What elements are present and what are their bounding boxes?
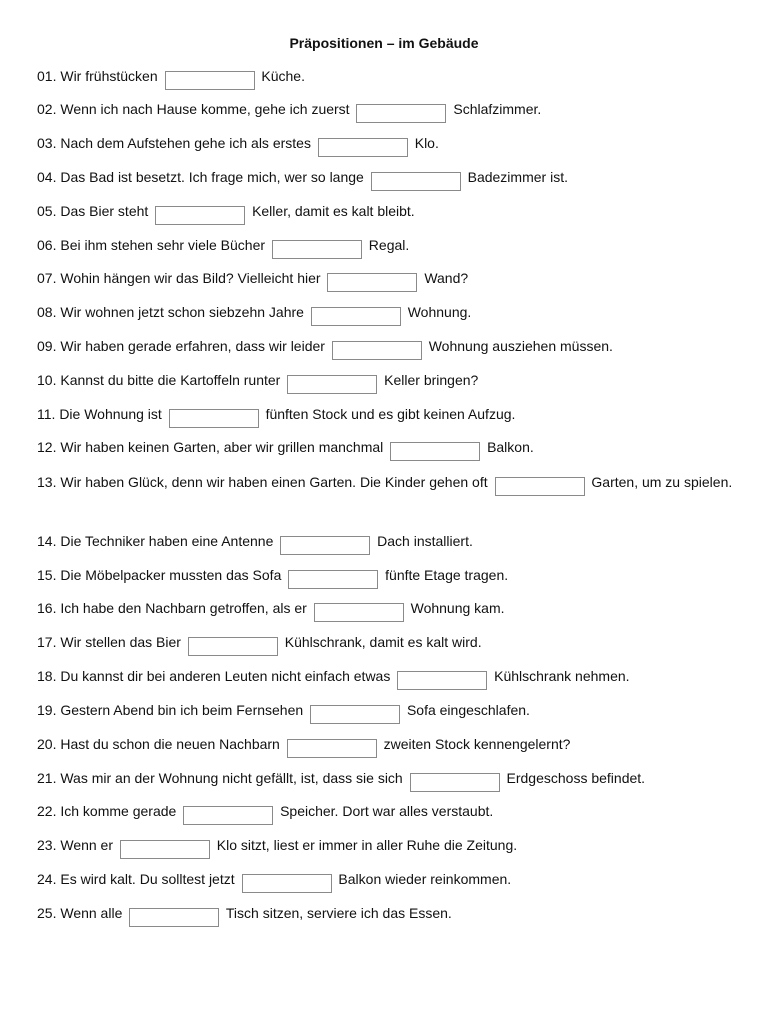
exercise-item [37,233,738,259]
item-text-before: 04. Das Bad ist besetzt. Ich frage mich, wer so lange [37,169,364,185]
exercise-item [37,165,738,191]
item-text-after: Kühlschrank, damit es kalt wird. [284,634,482,650]
answer-field[interactable] [129,908,219,927]
item-text-before: 06. Bei ihm stehen sehr viele Bücher [37,237,266,253]
item-text-after: Wohnung kam. [410,600,505,616]
answer-field[interactable] [311,307,401,326]
answer-field[interactable] [371,172,461,191]
exercise-item [37,435,738,461]
item-text-after: Balkon. [487,439,534,455]
answer-field[interactable] [280,536,370,555]
item-text-before: 11. Die Wohnung ist [37,406,162,422]
item-text-before: 05. Das Bier steht [37,203,149,219]
answer-field[interactable] [287,375,377,394]
exercise-item [37,563,738,589]
exercise-item [37,266,738,292]
answer-field[interactable] [410,773,500,792]
exercise-item [37,368,738,394]
item-text-before: 14. Die Techniker haben eine Antenne [37,533,274,549]
exercise-item [37,300,738,326]
answer-field[interactable] [188,637,278,656]
item-text-before: 25. Wenn alle [37,905,123,921]
item-text-before: 07. Wohin hängen wir das Bild? Vielleicht hier [37,270,321,286]
item-text-before: 08. Wir wohnen jetzt schon siebzehn Jahre [37,304,304,320]
answer-field[interactable] [165,71,255,90]
item-text-after: zweiten Stock kennengelernt? [383,736,571,752]
item-text-after: Küche. [261,68,305,84]
item-text-after: Erdgeschoss befindet. [506,770,646,786]
answer-field[interactable] [318,138,408,157]
item-text-before: 18. Du kannst dir bei anderen Leuten nicht einfach etwas [37,668,391,684]
exercise-item [37,334,738,360]
item-text-before: 22. Ich komme gerade [37,803,177,819]
answer-field[interactable] [397,671,487,690]
item-text-before: 09. Wir haben gerade erfahren, dass wir leider [37,338,325,354]
page-title: Präpositionen – im Gebäude [289,35,479,51]
exercise-item [37,470,738,496]
exercise-item [37,97,738,123]
item-text-after: fünften Stock und es gibt keinen Aufzug. [265,406,516,422]
item-text-after: Balkon wieder reinkommen. [338,871,512,887]
item-text-after: Wohnung ausziehen müssen. [428,338,613,354]
item-text-after: Dach installiert. [377,533,473,549]
answer-field[interactable] [288,570,378,589]
item-text-after: Regal. [368,237,410,253]
item-text-before: 17. Wir stellen das Bier [37,634,181,650]
item-text-after: Badezimmer ist. [467,169,568,185]
item-text-after: Klo sitzt, liest er immer in aller Ruhe die Zeitung. [216,837,518,853]
item-text-after: Wand? [424,270,469,286]
item-text-after: Klo. [414,135,439,151]
exercise-item [37,664,738,690]
exercise-item [37,529,738,555]
item-text-after: Sofa eingeschlafen. [406,702,530,718]
item-text-before: 01. Wir frühstücken [37,68,158,84]
item-text-after: Speicher. Dort war alles verstaubt. [280,803,494,819]
answer-field[interactable] [272,240,362,259]
item-text-after: Keller bringen? [384,372,479,388]
answer-field[interactable] [495,477,585,496]
item-text-before: 02. Wenn ich nach Hause komme, gehe ich zuerst [37,101,350,117]
answer-field[interactable] [327,273,417,292]
answer-field[interactable] [155,206,245,225]
answer-field[interactable] [169,409,259,428]
answer-field[interactable] [332,341,422,360]
item-text-before: 12. Wir haben keinen Garten, aber wir grillen manchmal [37,439,384,455]
item-text-after: Garten, um zu spielen. [591,474,733,490]
answer-field[interactable] [287,739,377,758]
item-text-before: 24. Es wird kalt. Du solltest jetzt [37,871,235,887]
item-text-after: Schlafzimmer. [453,101,542,117]
exercise-item [37,833,738,859]
exercise-item [37,596,738,622]
item-text-after: fünfte Etage tragen. [385,567,509,583]
exercise-item [37,901,738,927]
exercise-item [37,64,738,90]
answer-field[interactable] [310,705,400,724]
exercise-item [37,630,738,656]
answer-field[interactable] [390,442,480,461]
item-text-before: 21. Was mir an der Wohnung nicht gefällt, ist, dass sie sich [37,770,403,786]
item-text-after: Kühlschrank nehmen. [494,668,630,684]
item-text-after: Tisch sitzen, serviere ich das Essen. [225,905,452,921]
answer-field[interactable] [120,840,210,859]
answer-field[interactable] [356,104,446,123]
item-text-before: 15. Die Möbelpacker mussten das Sofa [37,567,282,583]
exercise-item [37,799,738,825]
answer-field[interactable] [314,603,404,622]
item-text-after: Wohnung. [407,304,472,320]
item-text-before: 03. Nach dem Aufstehen gehe ich als erstes [37,135,311,151]
item-text-before: 20. Hast du schon die neuen Nachbarn [37,736,280,752]
item-text-after: Keller, damit es kalt bleibt. [252,203,415,219]
exercise-item [37,867,738,893]
item-text-before: 19. Gestern Abend bin ich beim Fernsehen [37,702,304,718]
item-text-before: 10. Kannst du bitte die Kartoffeln runter [37,372,281,388]
answer-field[interactable] [183,806,273,825]
answer-field[interactable] [242,874,332,893]
exercise-item [37,199,738,225]
exercise-item [37,698,738,724]
item-text-before: 13. Wir haben Glück, denn wir haben einen Garten. Die Kinder gehen oft [37,474,488,490]
item-text-before: 16. Ich habe den Nachbarn getroffen, als er [37,600,307,616]
exercise-item [37,131,738,157]
item-text-before: 23. Wenn er [37,837,114,853]
exercise-item [37,732,738,758]
exercise-item [37,402,738,428]
exercise-item [37,766,738,792]
